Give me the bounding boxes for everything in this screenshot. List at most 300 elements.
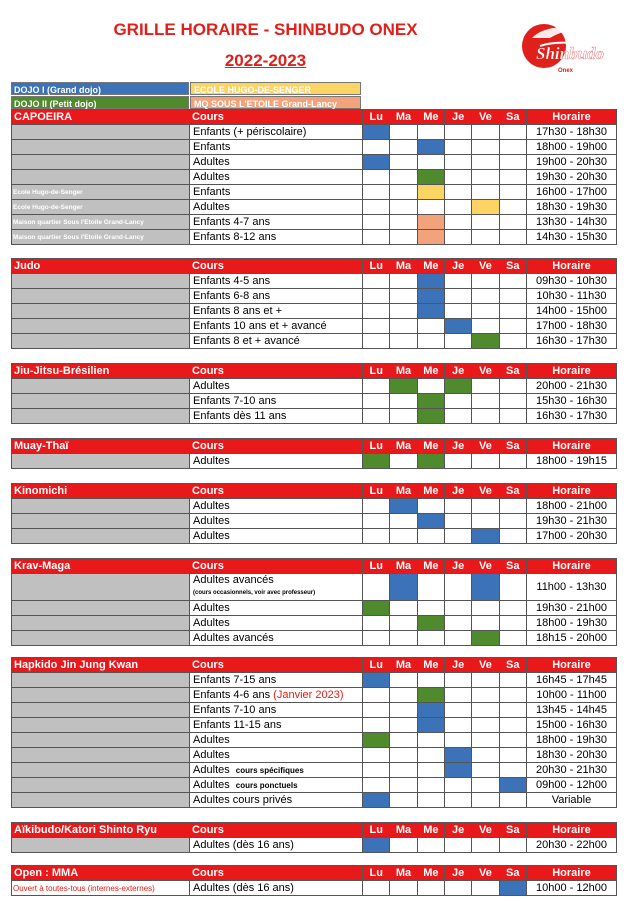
section-table: [11, 865, 617, 896]
course-cell: [190, 289, 363, 304]
time-cell: 19h30 - 21h30: [526, 514, 616, 529]
location-label: Maison quartier Sous l'Etoile Grand-Lancy: [13, 219, 144, 226]
day-slot: [444, 230, 471, 245]
course-cell: [190, 703, 363, 718]
location-cell: [12, 601, 190, 616]
day-slot: [499, 304, 526, 319]
day-slot: [390, 616, 417, 631]
course-label: Enfants 10 ans et + avancé: [193, 319, 327, 332]
day-slot-filled: [363, 601, 390, 616]
day-slot: [472, 155, 499, 170]
course-note: (cours occasionnels, voir avec professeur): [193, 590, 316, 596]
course-label: Adultes: [193, 200, 230, 213]
day-header: Me: [417, 110, 444, 125]
table-row: [12, 574, 617, 601]
day-slot-filled: [363, 125, 390, 140]
day-header: Me: [417, 259, 444, 274]
table-row: [12, 155, 617, 170]
location-cell: [12, 616, 190, 631]
page-title: GRILLE HORAIRE - SHINBUDO ONEX: [113, 20, 418, 39]
day-slot: [499, 454, 526, 469]
day-slot: [499, 215, 526, 230]
day-slot-filled: [390, 574, 417, 601]
day-header: Ma: [390, 823, 417, 838]
day-slot: [444, 529, 471, 544]
day-header: Lu: [363, 658, 390, 673]
course-label: Enfants (+ périscolaire): [193, 125, 307, 138]
course-label: Adultes: [193, 499, 230, 512]
day-slot: [444, 394, 471, 409]
day-slot: [444, 140, 471, 155]
day-slot: [363, 514, 390, 529]
course-cell: [190, 631, 363, 646]
section-header: [12, 439, 617, 454]
day-header: Lu: [363, 484, 390, 499]
day-slot: [499, 718, 526, 733]
course-cell: [190, 778, 363, 793]
day-slot-filled: [417, 140, 444, 155]
time-cell: 15h00 - 16h30: [526, 718, 616, 733]
day-slot: [499, 631, 526, 646]
time-cell: 18h30 - 19h30: [526, 200, 616, 215]
day-slot: [499, 601, 526, 616]
day-slot: [472, 394, 499, 409]
location-cell: [12, 718, 190, 733]
day-header: Me: [417, 866, 444, 881]
location-label: Ecole Hugo-de-Senger: [13, 189, 83, 196]
table-row: [12, 688, 617, 703]
day-slot: [390, 631, 417, 646]
time-header: Horaire: [526, 658, 616, 673]
table-row: [12, 289, 617, 304]
day-slot: [444, 673, 471, 688]
day-slot: [363, 289, 390, 304]
location-cell: [12, 230, 190, 245]
day-slot: [390, 763, 417, 778]
location-cell: [12, 454, 190, 469]
section-name: Aïkibudo/Katori Shinto Ryu: [12, 823, 190, 838]
location-cell: [12, 185, 190, 200]
day-slot: [390, 454, 417, 469]
day-slot: [472, 616, 499, 631]
location-cell: [12, 733, 190, 748]
day-slot-filled: [363, 673, 390, 688]
day-slot: [363, 688, 390, 703]
table-row: [12, 274, 617, 289]
day-header: Je: [444, 823, 471, 838]
time-cell: 18h15 - 20h00: [526, 631, 616, 646]
day-slot: [499, 394, 526, 409]
location-cell: [12, 703, 190, 718]
location-cell: [12, 289, 190, 304]
day-slot: [417, 574, 444, 601]
day-slot: [390, 601, 417, 616]
day-slot: [390, 838, 417, 853]
location-cell: [12, 631, 190, 646]
day-slot: [444, 215, 471, 230]
table-row: [12, 733, 617, 748]
course-label: Enfants 7-10 ans: [193, 703, 277, 716]
day-slot: [499, 763, 526, 778]
time-cell: 14h30 - 15h30: [526, 230, 616, 245]
day-header: Lu: [363, 866, 390, 881]
time-cell: 16h45 - 17h45: [526, 673, 616, 688]
day-header: Ve: [472, 364, 499, 379]
location-cell: [12, 215, 190, 230]
time-header: Horaire: [526, 823, 616, 838]
course-cell: [190, 185, 363, 200]
time-cell: 17h30 - 18h30: [526, 125, 616, 140]
day-slot: [417, 200, 444, 215]
table-row: [12, 304, 617, 319]
course-label: Adultes cours privés: [193, 793, 293, 806]
day-slot: [444, 703, 471, 718]
day-slot: [390, 200, 417, 215]
day-slot: [444, 334, 471, 349]
course-label: Adultes: [193, 763, 230, 776]
day-slot-filled: [417, 514, 444, 529]
day-header: Sa: [499, 484, 526, 499]
day-slot: [390, 514, 417, 529]
day-slot: [444, 601, 471, 616]
table-row: [12, 748, 617, 763]
day-slot-filled: [444, 748, 471, 763]
day-slot: [499, 319, 526, 334]
day-header: Ve: [472, 484, 499, 499]
day-slot: [499, 155, 526, 170]
course-cell: [190, 319, 363, 334]
course-header: Cours: [190, 484, 363, 499]
day-slot: [363, 185, 390, 200]
course-header: Cours: [190, 364, 363, 379]
location-cell: [12, 838, 190, 853]
day-slot: [499, 748, 526, 763]
time-header: Horaire: [526, 866, 616, 881]
time-cell: 17h00 - 18h30: [526, 319, 616, 334]
day-slot: [390, 230, 417, 245]
day-slot: [472, 793, 499, 808]
day-slot: [417, 881, 444, 896]
course-label: Enfants 7-10 ans: [193, 394, 277, 407]
day-slot: [390, 529, 417, 544]
day-slot: [444, 409, 471, 424]
day-header: Lu: [363, 259, 390, 274]
location-cell: [12, 379, 190, 394]
day-slot: [444, 838, 471, 853]
time-cell: 19h30 - 20h30: [526, 170, 616, 185]
time-cell: 16h30 - 17h30: [526, 334, 616, 349]
day-header: Je: [444, 866, 471, 881]
day-slot: [444, 274, 471, 289]
course-cell: [190, 748, 363, 763]
day-slot: [363, 274, 390, 289]
course-label: Enfants 7-15 ans: [193, 673, 277, 686]
table-row: [12, 319, 617, 334]
day-slot: [472, 289, 499, 304]
table-row: [12, 409, 617, 424]
day-slot: [444, 733, 471, 748]
day-slot: [390, 394, 417, 409]
location-cell: [12, 499, 190, 514]
location-cell: [12, 574, 190, 601]
day-header: Ma: [390, 364, 417, 379]
day-slot: [363, 881, 390, 896]
table-row: [12, 379, 617, 394]
table-row: [12, 763, 617, 778]
day-slot: [390, 703, 417, 718]
table-row: [12, 529, 617, 544]
day-slot: [390, 334, 417, 349]
day-slot: [499, 274, 526, 289]
legend-hugo-de-senger: ECOLE HUGO-DE-SENGER: [190, 82, 361, 95]
section-name: Kinomichi: [12, 484, 190, 499]
day-slot: [363, 499, 390, 514]
time-cell: 10h30 - 11h30: [526, 289, 616, 304]
course-header: Cours: [190, 259, 363, 274]
day-slot: [472, 514, 499, 529]
location-cell: [12, 763, 190, 778]
location-cell: [12, 514, 190, 529]
section-table: [11, 363, 617, 424]
day-slot-filled: [472, 574, 499, 601]
day-slot: [390, 673, 417, 688]
shinbudo-logo: [518, 16, 606, 76]
time-cell: 19h30 - 21h00: [526, 601, 616, 616]
day-slot-filled: [363, 838, 390, 853]
course-cell: [190, 379, 363, 394]
day-slot: [363, 170, 390, 185]
course-sub: cours spécifiques: [235, 765, 304, 775]
table-row: [12, 200, 617, 215]
day-header: Je: [444, 559, 471, 574]
day-slot: [444, 304, 471, 319]
time-cell: 11h00 - 13h30: [526, 574, 616, 601]
time-cell: 16h30 - 17h30: [526, 409, 616, 424]
course-cell: [190, 793, 363, 808]
course-label: Enfants 4-6 ans: [193, 688, 271, 701]
legend-dojo1: DOJO I (Grand dojo): [11, 82, 189, 95]
day-slot: [472, 409, 499, 424]
day-slot: [363, 616, 390, 631]
day-slot: [444, 616, 471, 631]
day-header: Je: [444, 364, 471, 379]
location-cell: [12, 409, 190, 424]
table-row: [12, 170, 617, 185]
day-slot-filled: [363, 793, 390, 808]
day-slot: [363, 718, 390, 733]
table-row: [12, 394, 617, 409]
day-slot: [444, 574, 471, 601]
location-label: Ecole Hugo-de-Senger: [13, 204, 83, 211]
time-header: Horaire: [526, 110, 616, 125]
day-slot: [363, 529, 390, 544]
day-slot-filled: [363, 733, 390, 748]
course-header: Cours: [190, 110, 363, 125]
day-header: Ma: [390, 658, 417, 673]
day-header: Me: [417, 658, 444, 673]
day-slot: [363, 379, 390, 394]
day-slot-filled: [417, 274, 444, 289]
time-cell: 18h00 - 19h15: [526, 454, 616, 469]
day-slot-filled: [472, 334, 499, 349]
section-table: [11, 438, 617, 469]
day-slot: [499, 289, 526, 304]
location-cell: [12, 274, 190, 289]
day-slot: [390, 793, 417, 808]
day-slot: [363, 748, 390, 763]
day-slot: [472, 718, 499, 733]
section-table: [11, 822, 617, 853]
day-slot-filled: [363, 155, 390, 170]
course-cell: [190, 155, 363, 170]
time-header: Horaire: [526, 364, 616, 379]
table-row: [12, 454, 617, 469]
day-header: Je: [444, 439, 471, 454]
day-header: Je: [444, 658, 471, 673]
time-cell: 14h00 - 15h00: [526, 304, 616, 319]
day-slot: [363, 703, 390, 718]
day-slot: [472, 881, 499, 896]
course-label: Adultes: [193, 733, 230, 746]
day-slot: [499, 793, 526, 808]
location-cell: [12, 140, 190, 155]
course-header: Cours: [190, 866, 363, 881]
day-header: Ma: [390, 110, 417, 125]
day-slot: [390, 274, 417, 289]
day-slot: [390, 409, 417, 424]
day-slot: [472, 230, 499, 245]
time-cell: 10h00 - 12h00: [526, 881, 616, 896]
day-slot: [472, 778, 499, 793]
day-slot: [417, 319, 444, 334]
day-header: Ve: [472, 110, 499, 125]
time-header: Horaire: [526, 484, 616, 499]
table-row: [12, 631, 617, 646]
day-header: Me: [417, 484, 444, 499]
table-row: [12, 838, 617, 853]
day-header: Je: [444, 110, 471, 125]
course-label: Enfants 6-8 ans: [193, 289, 271, 302]
day-header: Je: [444, 259, 471, 274]
day-slot-filled: [444, 379, 471, 394]
day-slot: [363, 230, 390, 245]
day-slot: [499, 499, 526, 514]
day-slot: [472, 140, 499, 155]
time-cell: Variable: [526, 793, 616, 808]
table-row: [12, 125, 617, 140]
day-slot: [472, 454, 499, 469]
course-label: Adultes: [193, 529, 230, 542]
day-slot: [417, 673, 444, 688]
day-header: Ve: [472, 559, 499, 574]
course-label: Adultes avancés: [193, 574, 274, 586]
course-label: Adultes avancés: [193, 631, 274, 644]
day-slot: [472, 185, 499, 200]
day-slot: [499, 616, 526, 631]
day-slot-filled: [417, 185, 444, 200]
course-label: Adultes: [193, 170, 230, 183]
time-cell: 20h30 - 22h00: [526, 838, 616, 853]
day-slot: [472, 215, 499, 230]
section-table: [11, 657, 617, 808]
location-cell: [12, 688, 190, 703]
day-slot: [499, 140, 526, 155]
day-slot-filled: [417, 703, 444, 718]
day-slot: [390, 718, 417, 733]
time-cell: 18h00 - 19h30: [526, 733, 616, 748]
section-header: [12, 658, 617, 673]
time-cell: 18h00 - 19h00: [526, 140, 616, 155]
course-cell: [190, 170, 363, 185]
course-cell: [190, 763, 363, 778]
time-cell: 18h00 - 21h00: [526, 499, 616, 514]
day-slot: [499, 838, 526, 853]
course-cell: [190, 409, 363, 424]
season-title: 2022-2023: [224, 51, 307, 70]
day-slot: [417, 838, 444, 853]
course-label: Adultes (dès 16 ans): [193, 881, 294, 894]
table-row: [12, 881, 617, 896]
day-slot: [472, 688, 499, 703]
day-slot: [363, 409, 390, 424]
svg-text:Onex: Onex: [558, 68, 574, 74]
day-slot: [472, 379, 499, 394]
course-sub: cours ponctuels: [235, 780, 298, 790]
day-slot: [499, 200, 526, 215]
day-slot: [499, 688, 526, 703]
time-cell: 15h30 - 16h30: [526, 394, 616, 409]
day-header: Sa: [499, 559, 526, 574]
day-slot-filled: [417, 230, 444, 245]
day-slot: [499, 514, 526, 529]
day-slot-filled: [417, 454, 444, 469]
course-label: Adultes: [193, 155, 230, 168]
day-slot: [363, 631, 390, 646]
day-slot: [390, 304, 417, 319]
course-cell: [190, 125, 363, 140]
course-cell: [190, 601, 363, 616]
day-slot-filled: [417, 409, 444, 424]
day-header: Je: [444, 484, 471, 499]
course-cell: [190, 718, 363, 733]
section-header: [12, 823, 617, 838]
day-slot-filled: [417, 394, 444, 409]
day-slot-filled: [390, 379, 417, 394]
section-header: [12, 866, 617, 881]
day-slot: [444, 200, 471, 215]
day-slot-filled: [444, 763, 471, 778]
day-header: Ve: [472, 259, 499, 274]
day-slot: [417, 125, 444, 140]
day-slot: [390, 748, 417, 763]
course-cell: [190, 838, 363, 853]
course-cell: [190, 454, 363, 469]
course-cell: [190, 394, 363, 409]
time-cell: 16h00 - 17h00: [526, 185, 616, 200]
day-slot: [472, 499, 499, 514]
course-cell: [190, 140, 363, 155]
day-slot-filled: [390, 499, 417, 514]
section-name: Open : MMA: [12, 866, 190, 881]
day-slot: [444, 155, 471, 170]
location-cell: [12, 673, 190, 688]
course-label: Enfants: [193, 140, 231, 153]
course-label: Adultes: [193, 778, 230, 791]
day-slot: [417, 529, 444, 544]
table-row: [12, 673, 617, 688]
day-slot: [444, 631, 471, 646]
location-cell: [12, 200, 190, 215]
